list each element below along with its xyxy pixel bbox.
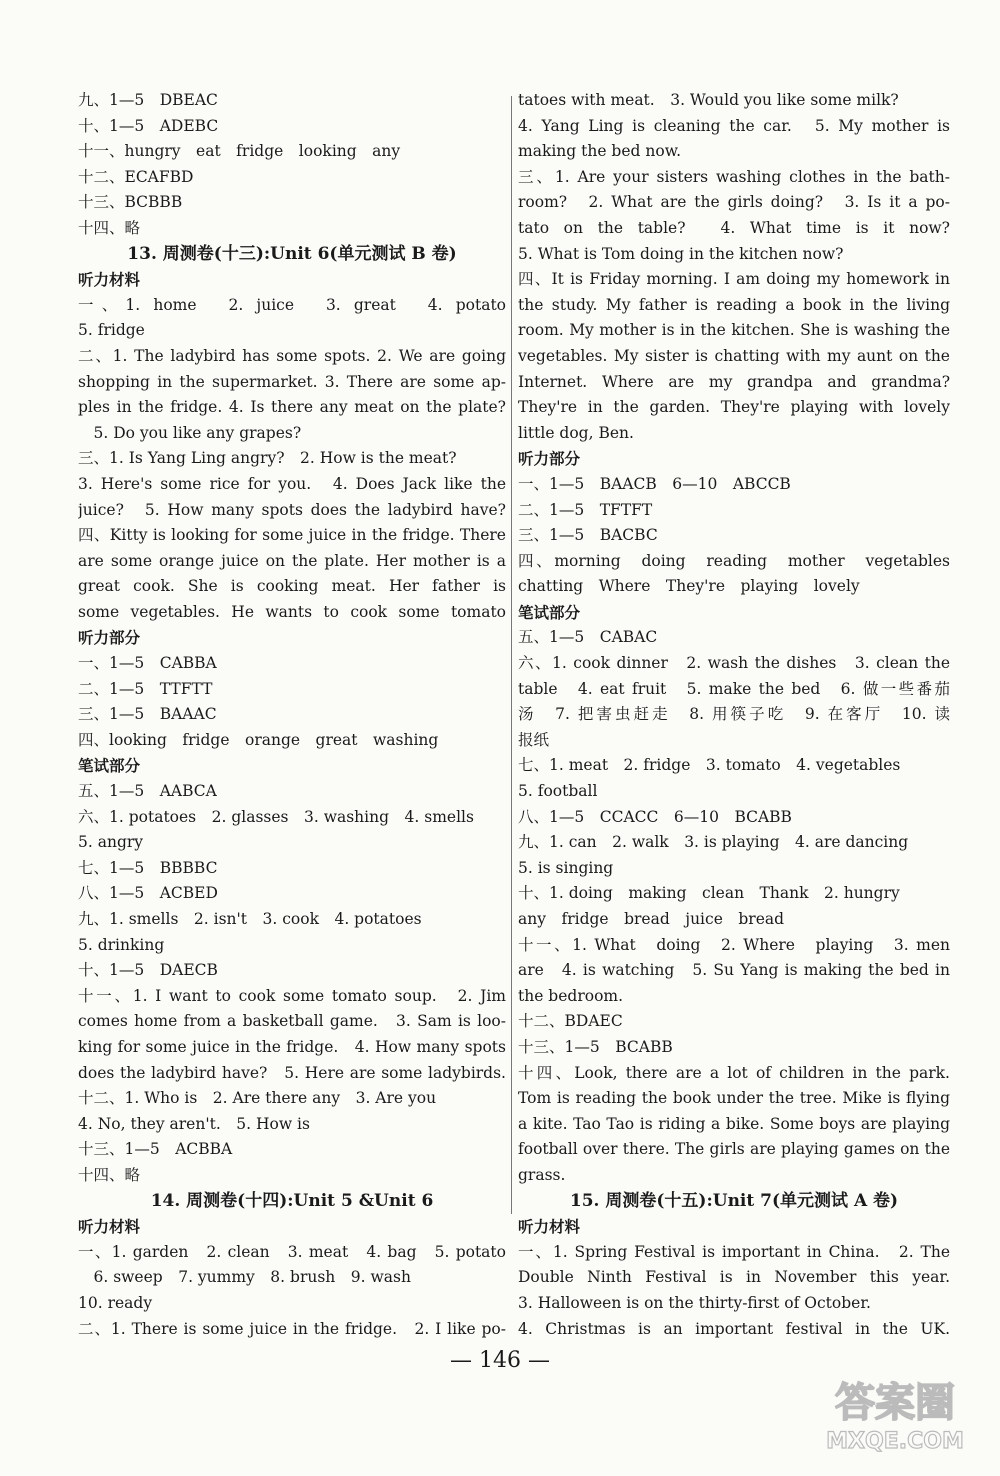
answer-line: 四、Kitty is looking for some juice in the fridge. There [78, 526, 506, 545]
answer-line: Tom is reading the book under the tree. Mike is flying [518, 1089, 950, 1108]
answer-line: are some orange juice on the plate. Her mother is a [78, 551, 506, 570]
answer-line: 十三、BCBBB [78, 193, 183, 212]
answer-line: any fridge bread juice bread [518, 910, 785, 928]
answer-line: 报纸 [518, 730, 550, 749]
answer-line: comes home from a basketball game. 3. Sam is loo- [78, 1012, 506, 1031]
answer-line: 一、1—5 CABBA [78, 654, 217, 673]
answer-line: 5. angry [78, 833, 144, 852]
answer-line: 二、1—5 TFTFT [518, 500, 653, 519]
answer-line: 五、1—5 AABCA [78, 782, 217, 801]
answer-line: 5. What is Tom doing in the kitchen now? [518, 244, 844, 263]
answer-line: does the ladybird have? 5. Here are some ladybirds. [78, 1063, 506, 1082]
answer-line: 九、1. smells 2. isn't 3. cook 4. potatoes [78, 910, 422, 928]
answer-line: 4. No, they aren't. 5. How is [78, 1114, 310, 1133]
section-heading: 15. 周测卷(十五):Unit 7(单元测试 A 卷) [569, 1190, 899, 1211]
page-number: — 146 — [450, 1348, 550, 1373]
section-heading: 14. 周测卷(十四):Unit 5 &Unit 6 [150, 1190, 434, 1211]
answer-line: the bedroom. [518, 986, 624, 1005]
answer-line: 十二、ECAFBD [78, 167, 194, 186]
answer-line: table 4. eat fruit 5. make the bed 6. 做一些番茄 [518, 679, 950, 698]
answer-line: 三、1—5 BAAAC [78, 705, 217, 724]
answer-line: 八、1—5 CCACC 6—10 BCABB [518, 807, 792, 826]
answer-line: 七、1—5 BBBBC [78, 858, 218, 877]
answer-line: 四、looking fridge orange great washing [78, 730, 439, 749]
subsection-label: 听力材料 [518, 1217, 581, 1237]
answer-line: the study. My father is reading a book in the living [518, 295, 950, 314]
answer-line: chatting Where They're playing lovely [518, 577, 860, 596]
answer-line: 六、1. cook dinner 2. wash the dishes 3. clean the [518, 654, 950, 673]
answer-line: 十四、略 [78, 218, 141, 237]
section-heading: 13. 周测卷(十三):Unit 6(单元测试 B 卷) [127, 243, 457, 264]
answer-line: little dog, Ben. [518, 423, 634, 442]
answer-line: a kite. Tao Tao is riding a bike. Some boys are playing [518, 1114, 950, 1133]
answer-line: 5. drinking [78, 935, 165, 954]
answer-line: 汤 7. 把害虫赶走 8. 用筷子吃 9. 在客厅 10. 读 [518, 705, 950, 724]
subsection-label: 笔试部分 [78, 756, 141, 776]
answer-line: 10. ready [78, 1293, 153, 1312]
answer-line: room. My mother is in the kitchen. She is washing the [518, 321, 950, 340]
watermark-logo [820, 1358, 970, 1458]
answer-line: 三、1. Is Yang Ling angry? 2. How is the meat? [78, 449, 457, 468]
answer-line: 十一、1. What doing 2. Where playing 3. men [518, 935, 950, 954]
answer-line: 六、1. potatoes 2. glasses 3. washing 4. smells [78, 807, 474, 826]
answer-line: 四、It is Friday morning. I am doing my homework in [518, 270, 950, 289]
answer-line: 八、1—5 ACBED [78, 884, 218, 903]
left-column [78, 88, 506, 1342]
answer-line: 二、1. There is some juice in the fridge. 2. I like po- [78, 1319, 506, 1338]
answer-line: 3. Here's some rice for you. 4. Does Jack like the [78, 474, 506, 493]
answer-line: great cook. She is cooking meat. Her father is [78, 577, 506, 596]
answer-line: tatoes with meat. 3. Would you like some milk? [518, 91, 899, 109]
answer-line: 十一、1. I want to cook some tomato soup. 2. Jim [78, 986, 506, 1005]
answer-line: are 4. is watching 5. Su Yang is making the bed in [518, 961, 950, 980]
answer-line: 十四、Look, there are a lot of children in the park. [518, 1063, 950, 1082]
answer-line: football over there. The girls are playing games on the [518, 1140, 950, 1159]
answer-line: tato on the table? 4. What time is it now? [518, 218, 950, 237]
answer-line: 5. football [518, 782, 598, 801]
answer-line: grass. [518, 1165, 566, 1184]
answer-line: 十三、1—5 ACBBA [78, 1140, 233, 1159]
subsection-label: 听力材料 [78, 1217, 141, 1237]
answer-line: 二、1. The ladybird has some spots. 2. We are going [78, 346, 506, 365]
right-column [518, 88, 950, 1342]
answer-line: 十、1—5 ADEBC [78, 116, 219, 135]
answer-line: 4. Christmas is an important festival in the UK. [518, 1319, 950, 1338]
answer-line: 三、1—5 BACBC [518, 526, 658, 545]
answer-line: 九、1. can 2. walk 3. is playing 4. are dancing [518, 833, 909, 852]
answer-line: 五、1—5 CABAC [518, 628, 658, 647]
answer-line: 二、1—5 TTFTT [78, 679, 213, 698]
answer-line: 十二、BDAEC [518, 1012, 623, 1031]
column-divider [511, 96, 512, 1214]
answer-line: 一、1. garden 2. clean 3. meat 4. bag 5. potato [78, 1242, 506, 1261]
answer-line: 十、1. doing making clean Thank 2. hungry [518, 884, 900, 903]
answer-line: making the bed now. [518, 142, 682, 161]
answer-line: 七、1. meat 2. fridge 3. tomato 4. vegetables [518, 756, 901, 775]
watermark-url: MXQE.COM [826, 1429, 964, 1454]
answer-line: 4. Yang Ling is cleaning the car. 5. My mother is [518, 116, 950, 135]
answer-line: 一、1. home 2. juice 3. great 4. potato [78, 295, 506, 314]
answer-line: Double Ninth Festival is in November this year. [518, 1268, 950, 1287]
answer-line: Internet. Where are my grandpa and grandma? [518, 372, 950, 391]
answer-line: 5. Do you like any grapes? [78, 423, 302, 442]
answer-line: 三、1. Are your sisters washing clothes in the bath- [518, 167, 950, 186]
answer-line: 十四、略 [78, 1165, 141, 1184]
subsection-label: 听力部分 [78, 628, 141, 648]
answer-line: 一、1—5 BAACB 6—10 ABCCB [518, 474, 791, 493]
subsection-label: 听力部分 [518, 449, 581, 469]
answer-line: shopping in the supermarket. 3. There are some ap- [78, 372, 506, 391]
answer-line: 5. is singing [518, 858, 614, 877]
answer-line: 一、1. Spring Festival is important in China. 2. The [518, 1242, 950, 1261]
watermark-text: 答案圈 [835, 1380, 955, 1426]
answer-line: ples in the fridge. 4. Is there any meat on the plate? [78, 398, 506, 417]
answer-line: 3. Halloween is on the thirty-first of October. [518, 1293, 871, 1312]
subsection-label: 笔试部分 [518, 602, 581, 622]
answer-line: 十二、1. Who is 2. Are there any 3. Are you [78, 1089, 437, 1108]
answer-line: 5. fridge [78, 321, 145, 340]
answer-line: 十一、hungry eat fridge looking any [78, 142, 401, 161]
answer-line: 十三、1—5 BCABB [518, 1037, 673, 1056]
answer-line: 四、morning doing reading mother vegetables [518, 551, 950, 570]
answer-line: 十、1—5 DAECB [78, 961, 218, 980]
answer-line: king for some juice in the fridge. 4. How many spots [78, 1037, 506, 1056]
answer-line: juice? 5. How many spots does the ladybird have? [78, 500, 506, 519]
answer-line: They're in the garden. They're playing with lovely [518, 398, 950, 417]
answer-line: vegetables. My sister is chatting with my aunt on the [518, 346, 950, 365]
subsection-label: 听力材料 [78, 270, 141, 290]
answer-line: some vegetables. He wants to cook some tomato [78, 602, 506, 621]
answer-line: 6. sweep 7. yummy 8. brush 9. wash [78, 1268, 411, 1287]
answer-line: 九、1—5 DBEAC [78, 91, 218, 109]
answer-line: room? 2. What are the girls doing? 3. Is it a po- [518, 193, 950, 212]
